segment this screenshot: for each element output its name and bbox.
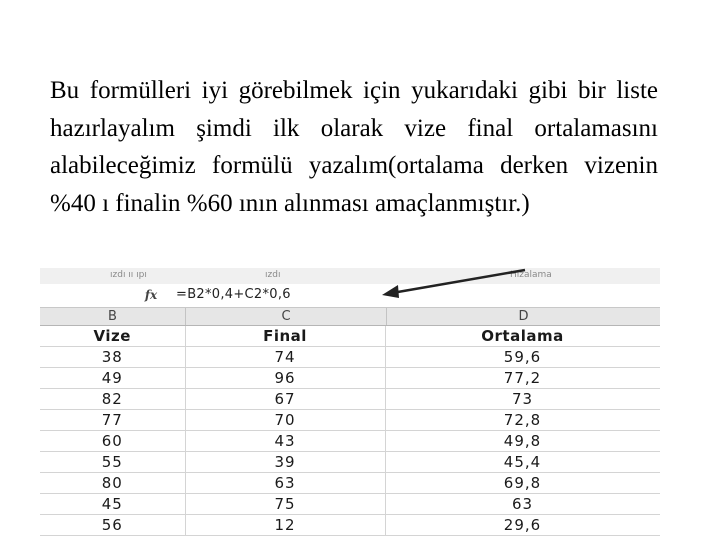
table-row: [40, 494, 660, 515]
cell-final[interactable]: 67: [185, 389, 385, 410]
cell-vize[interactable]: 45: [40, 494, 185, 515]
header-cell-vize[interactable]: Vize: [40, 326, 185, 347]
table-row: [40, 452, 660, 473]
column-header-c[interactable]: C: [186, 308, 387, 325]
instruction-paragraph: Bu formülleri iyi görebilmek için yukarıdaki gibi bir liste hazırlayalım şimdi ilk olarak vize final ortalamasını alabileceğimiz formülü yazalım(ortalama derken vizenin %40 ı finalin %60 ının alınması amaçlanmıştır.): [50, 77, 658, 217]
column-header-d[interactable]: D: [387, 308, 660, 325]
cell-final[interactable]: 43: [185, 431, 385, 452]
column-header-b[interactable]: B: [40, 308, 186, 325]
formula-bar[interactable]: [40, 284, 660, 308]
cell-vize[interactable]: 77: [40, 410, 185, 431]
cell-final[interactable]: 12: [185, 515, 385, 536]
header-cell-ortalama[interactable]: Ortalama: [385, 326, 660, 347]
cell-vize[interactable]: 60: [40, 431, 185, 452]
header-cell-final[interactable]: Final: [185, 326, 385, 347]
fx-icon[interactable]: fx: [144, 288, 158, 302]
cell-vize[interactable]: 55: [40, 452, 185, 473]
cell-final[interactable]: 39: [185, 452, 385, 473]
cell-vize[interactable]: 49: [40, 368, 185, 389]
table-row: [40, 410, 660, 431]
ribbon-group-labels: [40, 268, 660, 285]
cell-ortalama[interactable]: 59,6: [385, 347, 660, 368]
spreadsheet-screenshot: [40, 268, 660, 538]
data-table: [40, 326, 660, 536]
cell-ortalama[interactable]: 72,8: [385, 410, 660, 431]
table-row: [40, 515, 660, 536]
cell-ortalama[interactable]: 73: [385, 389, 660, 410]
cell-vize[interactable]: 80: [40, 473, 185, 494]
header-row: [40, 326, 660, 347]
table-row: [40, 368, 660, 389]
arrow-icon: [370, 268, 530, 302]
cell-final[interactable]: 70: [185, 410, 385, 431]
cell-vize[interactable]: 38: [40, 347, 185, 368]
ribbon-label: ızdı: [265, 270, 281, 280]
column-headers: [40, 308, 660, 326]
cell-ortalama[interactable]: 69,8: [385, 473, 660, 494]
cell-ortalama[interactable]: 77,2: [385, 368, 660, 389]
cell-final[interactable]: 75: [185, 494, 385, 515]
cell-final[interactable]: 96: [185, 368, 385, 389]
cell-ortalama[interactable]: 29,6: [385, 515, 660, 536]
table-row: [40, 389, 660, 410]
cell-ortalama[interactable]: 63: [385, 494, 660, 515]
cell-final[interactable]: 63: [185, 473, 385, 494]
cell-ortalama[interactable]: 45,4: [385, 452, 660, 473]
table-row: [40, 347, 660, 368]
ribbon-label: ızdı ıı ıpı: [110, 270, 147, 280]
table-row: [40, 473, 660, 494]
cell-ortalama[interactable]: 49,8: [385, 431, 660, 452]
cell-vize[interactable]: 56: [40, 515, 185, 536]
cell-vize[interactable]: 82: [40, 389, 185, 410]
formula-text[interactable]: =B2*0,4+C2*0,6: [176, 287, 291, 302]
cell-final[interactable]: 74: [185, 347, 385, 368]
table-row: [40, 431, 660, 452]
ribbon-label: Hizalama: [510, 270, 552, 280]
